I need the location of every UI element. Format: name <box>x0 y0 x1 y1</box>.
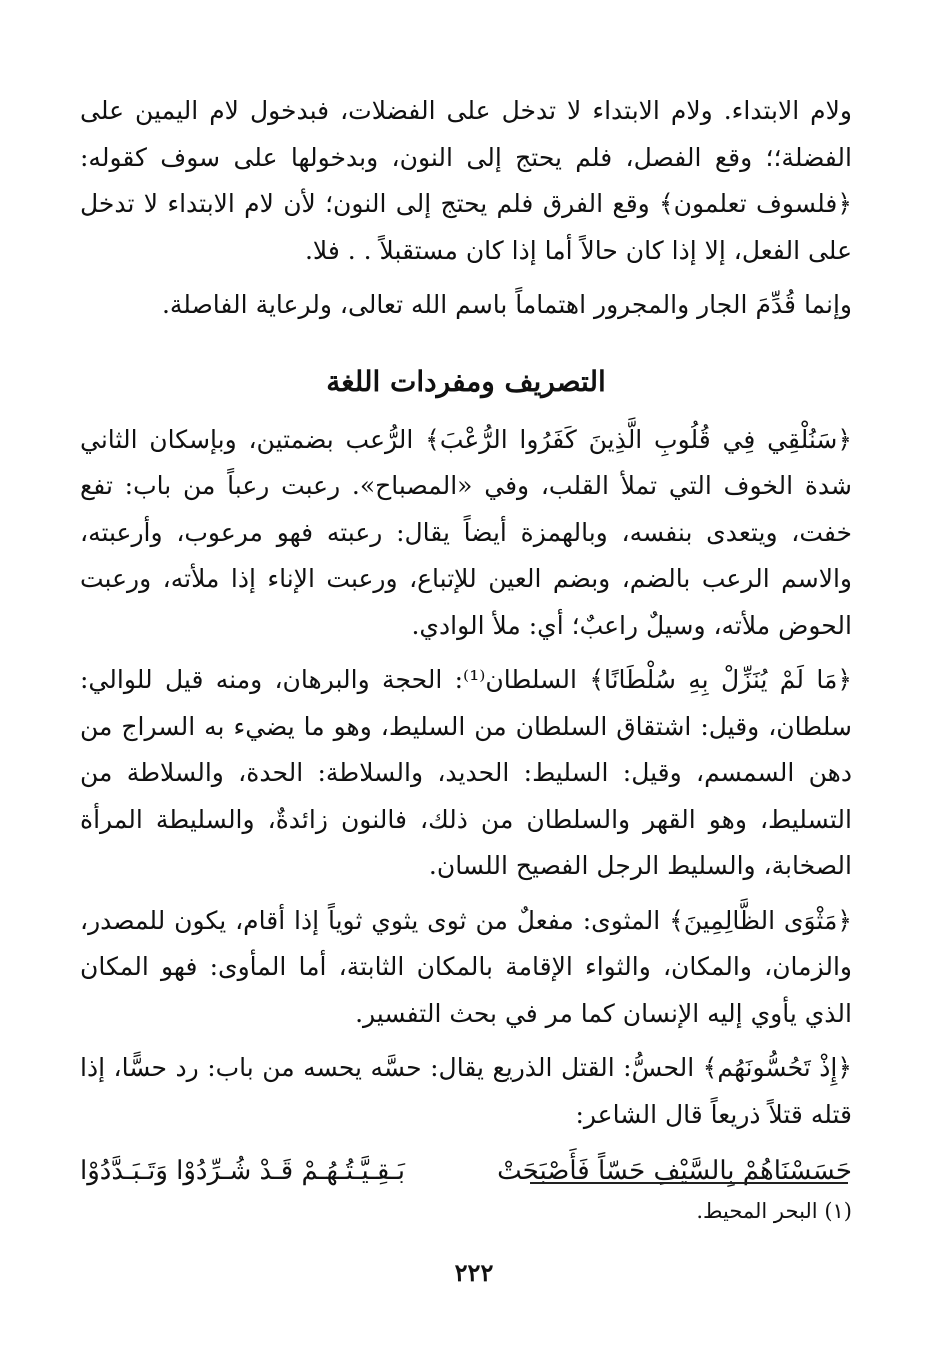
section-heading: التصريف ومفردات اللغة <box>326 364 606 398</box>
verse-second-hemistich: بَـقِـيَّـتُـهُـمْ قَـدْ شُـرِّدُوْا وَتَـبَـدَّدُوْا <box>80 1156 405 1186</box>
page-number: ٢٢٢ <box>454 1258 494 1287</box>
entry-hass: ﴿إِذْ تَحُسُّونَهُم﴾ الحسُّ: القتل الذريع يقال: حسَّه يحسه من باب: رد حسًّا، إذا قتله قتلاً ذريعاً قال الشاعر: <box>80 1053 852 1129</box>
verse-first-hemistich: حَسَسْنَاهُمْ بِالسَّيْفِ حَسّاً فَأَصْبَحَتْ <box>497 1156 852 1186</box>
entry-mathwa: ﴿مَثْوَى الظَّالِمِينَ﴾ المثوى: مفعلٌ من ثوى يثوي ثوياً إذا أقام، يكون للمصدر، والزمان، والمكان، والثواء الإقامة بالمكان الثابتة، أما المأوى: فهو المكان الذي يأوي إليه الإنسان كما مر في بحث التفسير. <box>80 905 852 1028</box>
footnote-divider <box>530 1182 848 1184</box>
intro-paragraph-2: وإنما قُدِّمَ الجار والمجرور اهتماماً باسم الله تعالى، ولرعاية الفاصلة. <box>161 290 852 319</box>
poetry-verse <box>80 1146 852 1196</box>
footnote: (١) البحر المحيط. <box>696 1199 852 1223</box>
entry-ruab: ﴿سَنُلْقِي فِي قُلُوبِ الَّذِينَ كَفَرُوا الرُّعْبَ﴾ الرُّعب بضمتين، وبإسكان الثاني شدة الخوف التي تملأ القلب، وفي «المصباح». رعبت رعباً من باب: تفع خفت، ويتعدى بنفسه، وبالهمزة أيضاً يقال: رعبته فهو مرعوب، وأرعبته، والاسم الرعب بالضم، وبضم العين للإتباع، ورعبت الإناء إذا ملأته، ورعبت الحوض ملأته، وسيلٌ راعبٌ؛ أي: ملأ الوادي. <box>80 424 852 640</box>
entry-sultan: ﴿مَا لَمْ يُنَزِّلْ بِهِ سُلْطَانًا﴾ السلطان⁽¹⁾: الحجة والبرهان، ومنه قيل للوالي: سلطان، وقيل: اشتقاق السلطان من السليط، وهو ما يضيء به السراج من دهن السمسم، وقيل: السليط: الحديد، والسلاطة: الحدة، والسلاطة من التسليط، وهو القهر والسلطان من ذلك، فالنون زائدةٌ، والسليطة المرأة الصخابة، والسليط الرجل الفصيح اللسان. <box>80 665 852 880</box>
intro-paragraph-1: ولام الابتداء. ولام الابتداء لا تدخل على الفضلات، فبدخول لام اليمين على الفضلة؛؛ وقع الفصل، فلم يحتج إلى النون، وبدخولها على سوف كقوله: ﴿فلسوف تعلمون﴾ وقع الفرق فلم يحتج إلى النون؛ لأن لام الابتداء لا تدخل على الفعل، إلا إذا كان حالاً أما إذا كان مستقبلاً . . فلا. <box>80 96 852 265</box>
